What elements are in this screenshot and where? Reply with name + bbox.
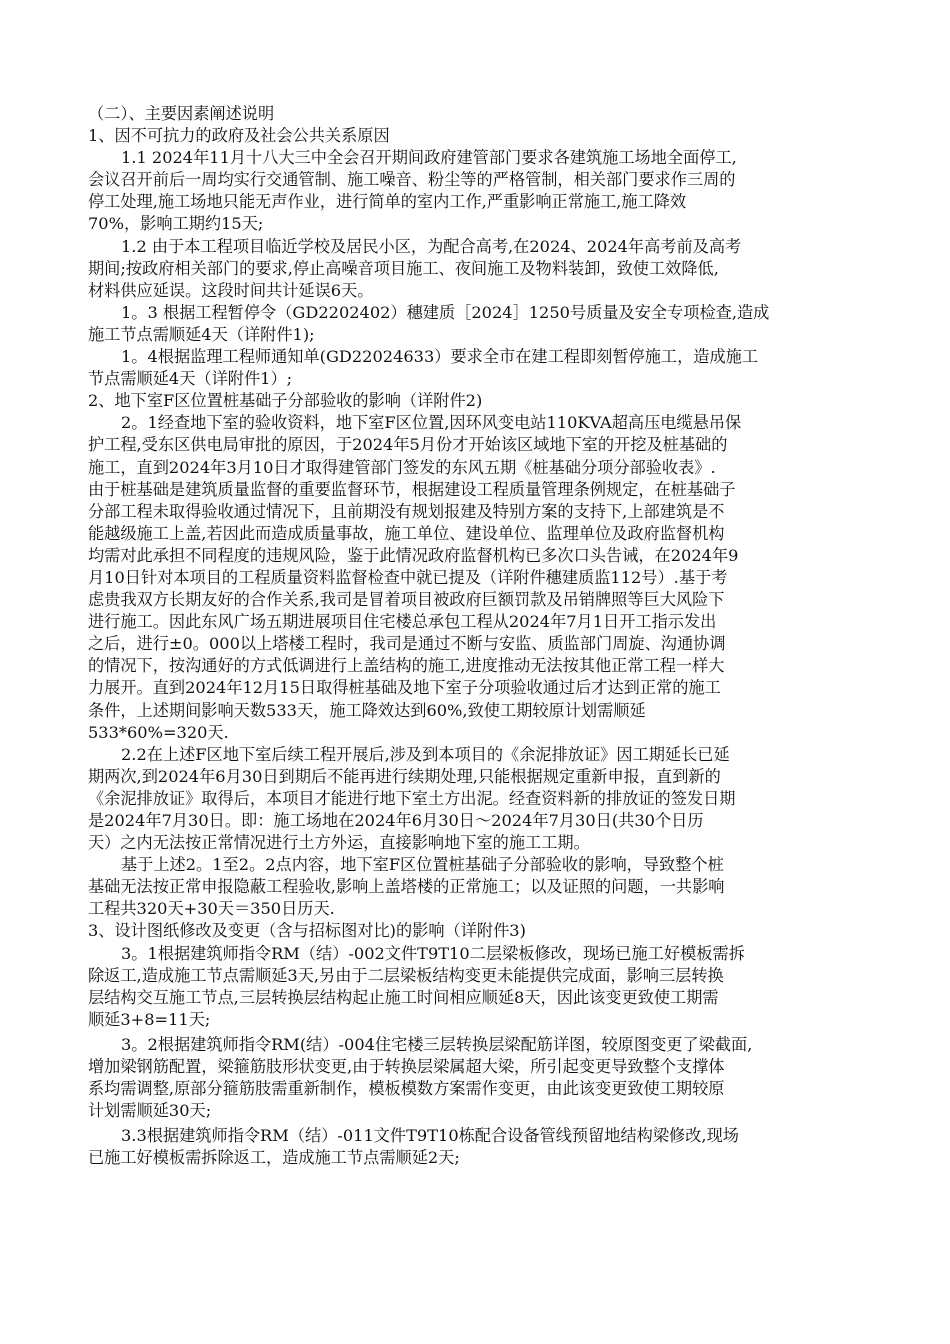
text-line: 工程共320天+30天＝350日历天. — [88, 899, 335, 919]
text-line: 进行施工。因此东风广场五期进展项目住宅楼总承包工程从2024年7月1日开工指示发出 — [88, 612, 717, 632]
text-line: 期间;按政府相关部门的要求,停止高噪音项目施工、夜间施工及物料装卸，致使工效降低, — [88, 258, 719, 278]
text-line: 3、设计图纸修改及变更（含与招标图对比)的影响（详附件3) — [88, 921, 526, 941]
text-line: 能越级施工上盖,若因此而造成质量事故，施工单位、建设单位、监理单位及政府监督机构 — [88, 523, 725, 543]
text-line: 533*60%=320天. — [88, 722, 229, 742]
text-line: 之后，进行±0。000以上塔楼工程时，我司是通过不断与安监、质监部门周旋、沟通协调 — [88, 634, 726, 654]
text-line: 1.1 2024年11月十八大三中全会召开期间政府建管部门要求各建筑施工场地全面停工, — [121, 148, 737, 168]
text-line: 1。4根据监理工程师通知单(GD22024633）要求全市在建工程即刻暂停施工，造成施工 — [121, 347, 759, 367]
text-line: 分部工程未取得验收通过情况下，且前期没有规划报建及特别方案的支持下,上部建筑是不 — [88, 501, 725, 521]
text-line: 护工程,受东区供电局审批的原因，于2024年5月份才开始该区域地下室的开挖及桩基础的 — [88, 435, 728, 455]
text-line: 70%，影响工期约15天; — [88, 214, 264, 234]
text-line: 节点需顺延4天（详附件1）; — [88, 369, 293, 389]
text-line: 1。3 根据工程暂停令（GD2202402）穗建质［2024］1250号质量及安全专项检查,造成 — [121, 302, 770, 322]
text-line: 除返工,造成施工节点需顺延3天,另由于二层梁板结构变更未能提供完成面，影响三层转换 — [88, 965, 724, 985]
text-line: 材料供应延误。这段时间共计延误6天。 — [88, 280, 374, 300]
text-line: 《余泥排放证》取得后，本项目才能进行地下室土方出泥。经查资料新的排放证的签发日期 — [88, 788, 736, 808]
text-line: 1、因不可抗力的政府及社会公共关系原因 — [88, 126, 390, 146]
text-line: （二）、主要因素阐述说明 — [88, 104, 275, 123]
text-line: 条件，上述期间影响天数533天，施工降效达到60%,致使工期较原计划需顺延 — [88, 700, 646, 720]
text-line: 3。1根据建筑师指令RM（结）-002文件T9T10二层梁板修改，现场已施工好模板需拆 — [121, 943, 745, 963]
text-line: 会议召开前后一周均实行交通管制、施工噪音、粉尘等的严格管制，相关部门要求作三周的 — [88, 170, 736, 190]
text-line: 虑贵我双方长期友好的合作关系,我司是冒着项目被政府巨额罚款及吊销牌照等巨大风险下 — [88, 590, 725, 610]
text-line: 力展开。直到2024年12月15日取得桩基础及地下室子分项验收通过后才达到正常的施工 — [88, 678, 721, 698]
text-line: 施工，直到2024年3月10日才取得建管部门签发的东风五期《桩基础分项分部验收表》. — [88, 457, 716, 477]
text-line: 层结构交互施工节点,三层转换层结构起止施工时间相应顺延8天，因此该变更致使工期需 — [88, 987, 719, 1007]
text-line: 均需对此承担不同程度的违规风险，鉴于此情况政府监督机构已多次口头告诫，在2024年9 — [88, 545, 739, 565]
text-line: 2。1经查地下室的验收资料，地下室F区位置,因环风变电站110KVA超高压电缆悬吊保 — [121, 413, 742, 433]
text-line: 的情况下，按沟通好的方式低调进行上盖结构的施工,进度推动无法按其他正常工程一样大 — [88, 656, 725, 676]
text-line: 1.2 由于本工程项目临近学校及居民小区，为配合高考,在2024、2024年高考前及高考 — [121, 236, 742, 256]
text-line: 基于上述2。1至2。2点内容，地下室F区位置桩基础子分部验收的影响，导致整个桩 — [121, 855, 724, 875]
text-line: 月10日针对本项目的工程质量资料监督检查中就已提及（详附件穗建质监112号）.基于考 — [88, 567, 728, 587]
text-line: 2、地下室F区位置桩基础子分部验收的影响（详附件2) — [88, 391, 483, 411]
text-line: 顺延3+8=11天; — [88, 1009, 211, 1029]
text-line: 3。2根据建筑师指令RM(结）-004住宅楼三层转换层梁配筋详图，较原图变更了梁截面, — [121, 1034, 753, 1054]
text-line: 由于桩基础是建筑质量监督的重要监督环节，根据建设工程质量管理条例规定，在桩基础子 — [88, 479, 736, 499]
text-line: 施工节点需顺延4天（详附件1); — [88, 324, 315, 344]
document-body — [88, 103, 866, 1170]
text-line: 期两次,到2024年6月30日到期后不能再进行续期处理,只能根据规定重新申报，直到新的 — [88, 766, 721, 786]
text-line: 2.2在上述F区地下室后续工程开展后,涉及到本项目的《余泥排放证》因工期延长已延 — [121, 744, 730, 764]
text-line: 已施工好模板需拆除返工，造成施工节点需顺延2天; — [88, 1148, 460, 1168]
text-line: 增加梁钢筋配置，梁箍筋肢形状变更,由于转换层梁属超大梁，所引起变更导致整个支撑体 — [88, 1057, 725, 1077]
text-line: 天）之内无法按正常情况进行土方外运，直接影响地下室的施工工期。 — [88, 833, 590, 853]
text-line: 停工处理,施工场地只能无声作业，进行简单的室内工作,严重影响正常施工,施工降效 — [88, 192, 687, 212]
text-line: 是2024年7月30日。即：施工场地在2024年6月30日～2024年7月30日(共30个日历 — [88, 811, 704, 830]
text-line: 3.3根据建筑师指令RM（结）-011文件T9T10栋配合设备管线预留地结构梁修改,现场 — [121, 1126, 739, 1146]
text-line: 计划需顺延30天; — [88, 1101, 212, 1121]
text-line: 基础无法按正常申报隐蔽工程验收,影响上盖塔楼的正常施工；以及证照的问题，一共影响 — [88, 877, 725, 897]
text-line: 系均需调整,原部分箍筋肢需重新制作，模板模数方案需作变更，由此该变更致使工期较原 — [88, 1079, 725, 1099]
